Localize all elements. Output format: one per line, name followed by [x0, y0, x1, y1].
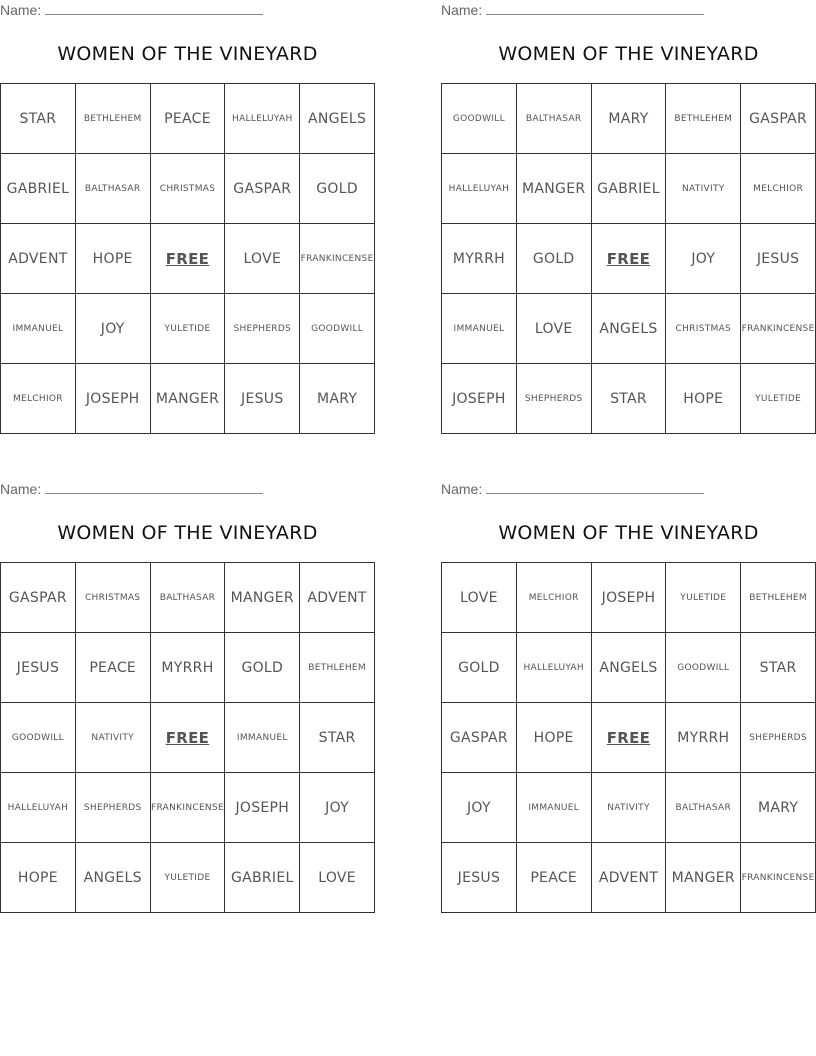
name-blank[interactable] [45, 2, 263, 15]
bingo-cell: MANGER [225, 563, 300, 633]
bingo-cell: MARY [591, 84, 666, 154]
free-space: FREE [591, 224, 666, 294]
name-blank[interactable] [486, 481, 704, 494]
bingo-row [442, 364, 816, 434]
bingo-cell: STAR [591, 364, 666, 434]
bingo-row [442, 224, 816, 294]
bingo-cell: BALTHASAR [75, 154, 150, 224]
bingo-row [1, 84, 375, 154]
bingo-cell: STAR [741, 633, 816, 703]
bingo-row [442, 703, 816, 773]
name-label: Name: [441, 481, 483, 497]
bingo-cell: BALTHASAR [516, 84, 591, 154]
bingo-row [1, 633, 375, 703]
bingo-cell: YULETIDE [741, 364, 816, 434]
bingo-cell: GOLD [225, 633, 300, 703]
bingo-row [442, 154, 816, 224]
bingo-row [1, 154, 375, 224]
bingo-cell: ANGELS [591, 294, 666, 364]
bingo-cell: CHRISTMAS [666, 294, 741, 364]
bingo-cell: JOY [442, 773, 517, 843]
bingo-cell: FRANKINCENSE [300, 224, 375, 294]
bingo-cell: FRANKINCENSE [741, 294, 816, 364]
bingo-cell: PEACE [516, 843, 591, 913]
bingo-cell: LOVE [300, 843, 375, 913]
bingo-cell: LOVE [225, 224, 300, 294]
bingo-cell: ANGELS [75, 843, 150, 913]
bingo-cell: IMMANUEL [1, 294, 76, 364]
bingo-cell: GOODWILL [442, 84, 517, 154]
bingo-cell: MELCHIOR [741, 154, 816, 224]
name-field[interactable] [0, 2, 263, 18]
bingo-cell: MANGER [150, 364, 225, 434]
bingo-cell: HOPE [75, 224, 150, 294]
bingo-cell: JOSEPH [442, 364, 517, 434]
bingo-cell: GABRIEL [1, 154, 76, 224]
bingo-cell: GASPAR [741, 84, 816, 154]
bingo-cell: MARY [741, 773, 816, 843]
name-label: Name: [0, 2, 42, 18]
name-field[interactable] [441, 481, 704, 497]
bingo-cell: GOODWILL [1, 703, 76, 773]
bingo-cell: PEACE [150, 84, 225, 154]
bingo-cell: YULETIDE [150, 843, 225, 913]
bingo-cell: MYRRH [666, 703, 741, 773]
bingo-cell: HOPE [516, 703, 591, 773]
bingo-cell: JESUS [442, 843, 517, 913]
bingo-cell: LOVE [516, 294, 591, 364]
bingo-cell: GOODWILL [666, 633, 741, 703]
bingo-cell: HALLELUYAH [442, 154, 517, 224]
bingo-cell: JOSEPH [75, 364, 150, 434]
bingo-cell: PEACE [75, 633, 150, 703]
bingo-cell: FRANKINCENSE [741, 843, 816, 913]
bingo-cell: MANGER [516, 154, 591, 224]
bingo-cell: BALTHASAR [666, 773, 741, 843]
bingo-cell: BETHLEHEM [75, 84, 150, 154]
bingo-cell: JOY [75, 294, 150, 364]
bingo-row [1, 294, 375, 364]
bingo-cell: GOLD [516, 224, 591, 294]
bingo-cell: GOLD [300, 154, 375, 224]
bingo-row [1, 703, 375, 773]
bingo-cell: ANGELS [591, 633, 666, 703]
bingo-cell: ADVENT [1, 224, 76, 294]
bingo-cell: BETHLEHEM [741, 563, 816, 633]
free-space: FREE [591, 703, 666, 773]
bingo-cell: GASPAR [1, 563, 76, 633]
bingo-cell: MYRRH [150, 633, 225, 703]
bingo-grid [0, 83, 375, 434]
bingo-cell: GASPAR [225, 154, 300, 224]
bingo-row [442, 633, 816, 703]
bingo-row [1, 224, 375, 294]
bingo-cell: NATIVITY [591, 773, 666, 843]
bingo-row [1, 843, 375, 913]
bingo-row [442, 773, 816, 843]
bingo-cell: SHEPHERDS [516, 364, 591, 434]
bingo-cell: JOSEPH [591, 563, 666, 633]
bingo-cell: ANGELS [300, 84, 375, 154]
bingo-cell: JOSEPH [225, 773, 300, 843]
card-title: WOMEN OF THE VINEYARD [498, 522, 759, 544]
bingo-cell: YULETIDE [150, 294, 225, 364]
bingo-cell: GOODWILL [300, 294, 375, 364]
free-space: FREE [150, 224, 225, 294]
bingo-cell: SHEPHERDS [225, 294, 300, 364]
bingo-cell: NATIVITY [666, 154, 741, 224]
name-label: Name: [0, 481, 42, 497]
bingo-cell: SHEPHERDS [741, 703, 816, 773]
bingo-cell: MANGER [666, 843, 741, 913]
card-title: WOMEN OF THE VINEYARD [57, 43, 318, 65]
bingo-cell: BALTHASAR [150, 563, 225, 633]
bingo-cell: GOLD [442, 633, 517, 703]
name-blank[interactable] [45, 481, 263, 494]
bingo-cell: IMMANUEL [442, 294, 517, 364]
name-field[interactable] [0, 481, 263, 497]
bingo-cell: HOPE [666, 364, 741, 434]
bingo-row [442, 294, 816, 364]
bingo-cell: IMMANUEL [225, 703, 300, 773]
bingo-cell: HALLELUYAH [516, 633, 591, 703]
bingo-cell: ADVENT [300, 563, 375, 633]
bingo-cell: JESUS [741, 224, 816, 294]
bingo-cell: HALLELUYAH [1, 773, 76, 843]
bingo-cell: ADVENT [591, 843, 666, 913]
card-title: WOMEN OF THE VINEYARD [498, 43, 759, 65]
bingo-cell: MARY [300, 364, 375, 434]
bingo-cell: CHRISTMAS [75, 563, 150, 633]
bingo-cell: CHRISTMAS [150, 154, 225, 224]
bingo-row [1, 563, 375, 633]
card-title: WOMEN OF THE VINEYARD [57, 522, 318, 544]
bingo-grid [441, 562, 816, 913]
bingo-cell: STAR [1, 84, 76, 154]
bingo-cell: GABRIEL [591, 154, 666, 224]
bingo-cell: GASPAR [442, 703, 517, 773]
bingo-cell: NATIVITY [75, 703, 150, 773]
bingo-cell: YULETIDE [666, 563, 741, 633]
bingo-grid [441, 83, 816, 434]
bingo-row [442, 843, 816, 913]
bingo-cell: MELCHIOR [516, 563, 591, 633]
bingo-row [1, 364, 375, 434]
bingo-cell: BETHLEHEM [666, 84, 741, 154]
bingo-cell: HALLELUYAH [225, 84, 300, 154]
bingo-grid [0, 562, 375, 913]
bingo-cell: MELCHIOR [1, 364, 76, 434]
bingo-cell: JOY [666, 224, 741, 294]
name-field[interactable] [441, 2, 704, 18]
bingo-row [1, 773, 375, 843]
name-blank[interactable] [486, 2, 704, 15]
bingo-cell: JOY [300, 773, 375, 843]
bingo-cell: JESUS [225, 364, 300, 434]
bingo-cell: GABRIEL [225, 843, 300, 913]
free-space: FREE [150, 703, 225, 773]
bingo-cell: HOPE [1, 843, 76, 913]
bingo-cell: LOVE [442, 563, 517, 633]
bingo-row [442, 563, 816, 633]
name-label: Name: [441, 2, 483, 18]
bingo-cell: IMMANUEL [516, 773, 591, 843]
bingo-cell: SHEPHERDS [75, 773, 150, 843]
bingo-cell: FRANKINCENSE [150, 773, 225, 843]
bingo-cell: JESUS [1, 633, 76, 703]
bingo-cell: MYRRH [442, 224, 517, 294]
bingo-cell: BETHLEHEM [300, 633, 375, 703]
bingo-cell: STAR [300, 703, 375, 773]
bingo-row [442, 84, 816, 154]
